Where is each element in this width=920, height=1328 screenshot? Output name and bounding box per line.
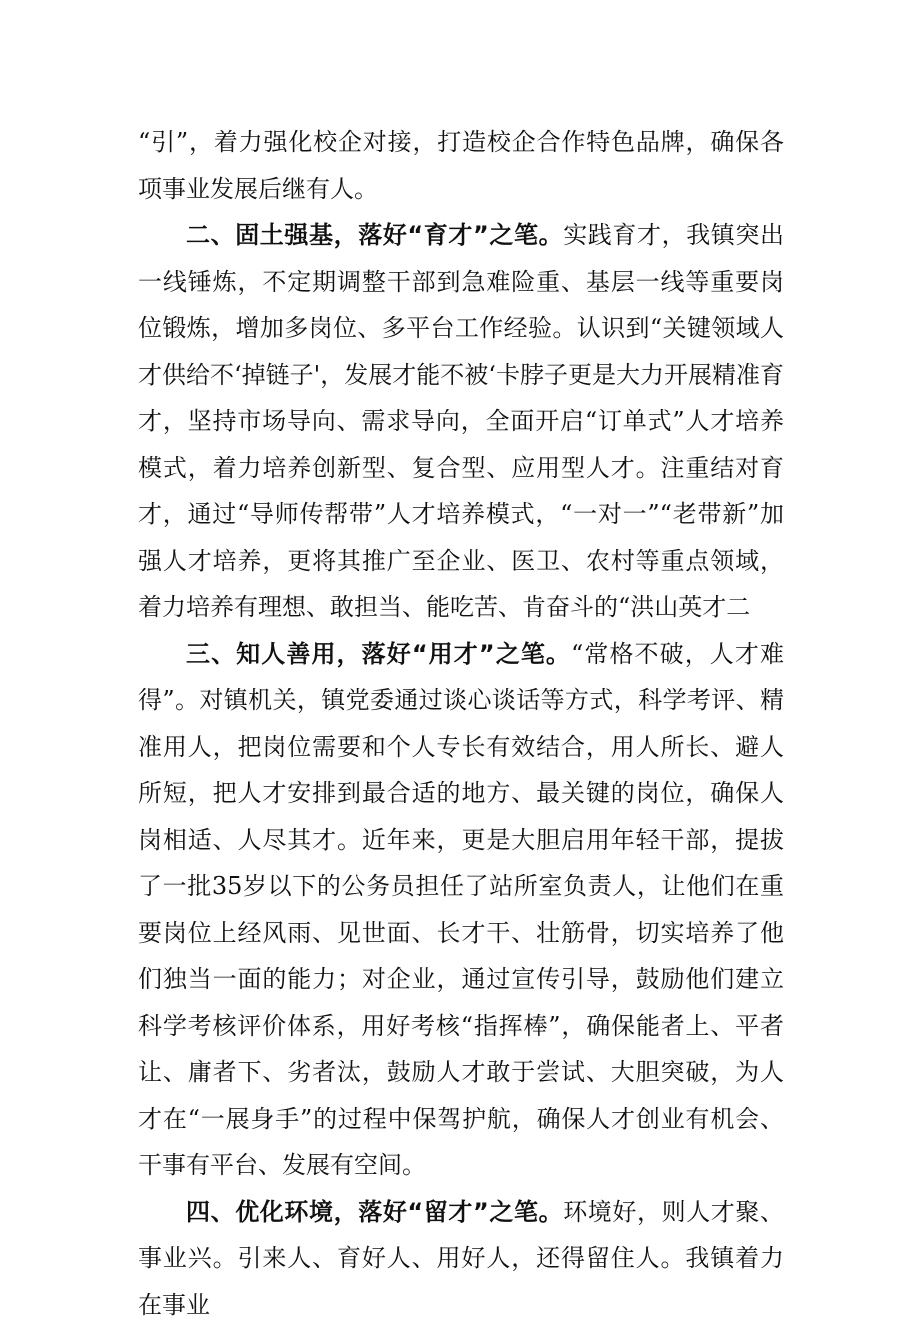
section-heading: 二、固土强基，落好“育才”之笔。: [186, 221, 563, 249]
paragraph-text: 实践育才，我镇突出一线锤炼，不定期调整干部到急难险重、基层一线等重要岗位锻炼，增加多岗位、多平台工作经验。认识到“关键领域人才供给不‘掉链子'，发展才能不被‘卡脖子更是大力开展精准育才，坚持市场导向、需求导向，全面开启“订单式”人才培养模式，着力培养创新型、复合型、应用型人才。注重结对育才，通过“导师传帮带”人才培养模式，“一对一”“老带新”加强人才培养，更将其推广至企业、医卫、农村等重点领域，着力培养有理想、敢担当、能吃苦、肯奋斗的“洪山英才二: [138, 221, 784, 621]
paragraph-text: “常格不破，人才难得”。对镇机关，镇党委通过谈心谈话等方式，科学考评、精准用人，把岗位需要和个人专长有效结合，用人所长、避人所短，把人才安排到最合适的地方、最关键的岗位，确保人岗相适、人尽其才。近年来，更是大胆启用年轻干部，提拔了一批35岁以下的公务员担任了站所室负责人，让他们在重要岗位上经风雨、见世面、长才干、壮筋骨，切实培养了他们独当一面的能力；对企业，通过宣传引导，鼓励他们建立科学考核评价体系，用好考核“指挥棒”，确保能者上、平者让、庸者下、劣者汰，鼓励人才敢于尝试、大胆突破，为人才在“一展身手”的过程中保驾护航，确保人才创业有机会、干事有平台、发展有空间。: [138, 640, 784, 1180]
section-heading: 四、优化环境，落好“留才”之笔。: [186, 1198, 563, 1226]
paragraph-continuation: [138, 119, 784, 212]
paragraph-section-2: [138, 212, 784, 631]
document-page: [138, 119, 784, 1328]
paragraph-text: 环境好，则人才聚、事业兴。引来人、育好人、用好人，还得留住人。我镇着力在事业: [138, 1198, 784, 1319]
paragraph-section-4: [138, 1189, 784, 1328]
section-heading: 三、知人善用，落好“用才”之笔。: [186, 640, 571, 668]
paragraph-text: “引”，着力强化校企对接，打造校企合作特色品牌，确保各项事业发展后继有人。: [138, 128, 784, 203]
paragraph-section-3: [138, 631, 784, 1189]
